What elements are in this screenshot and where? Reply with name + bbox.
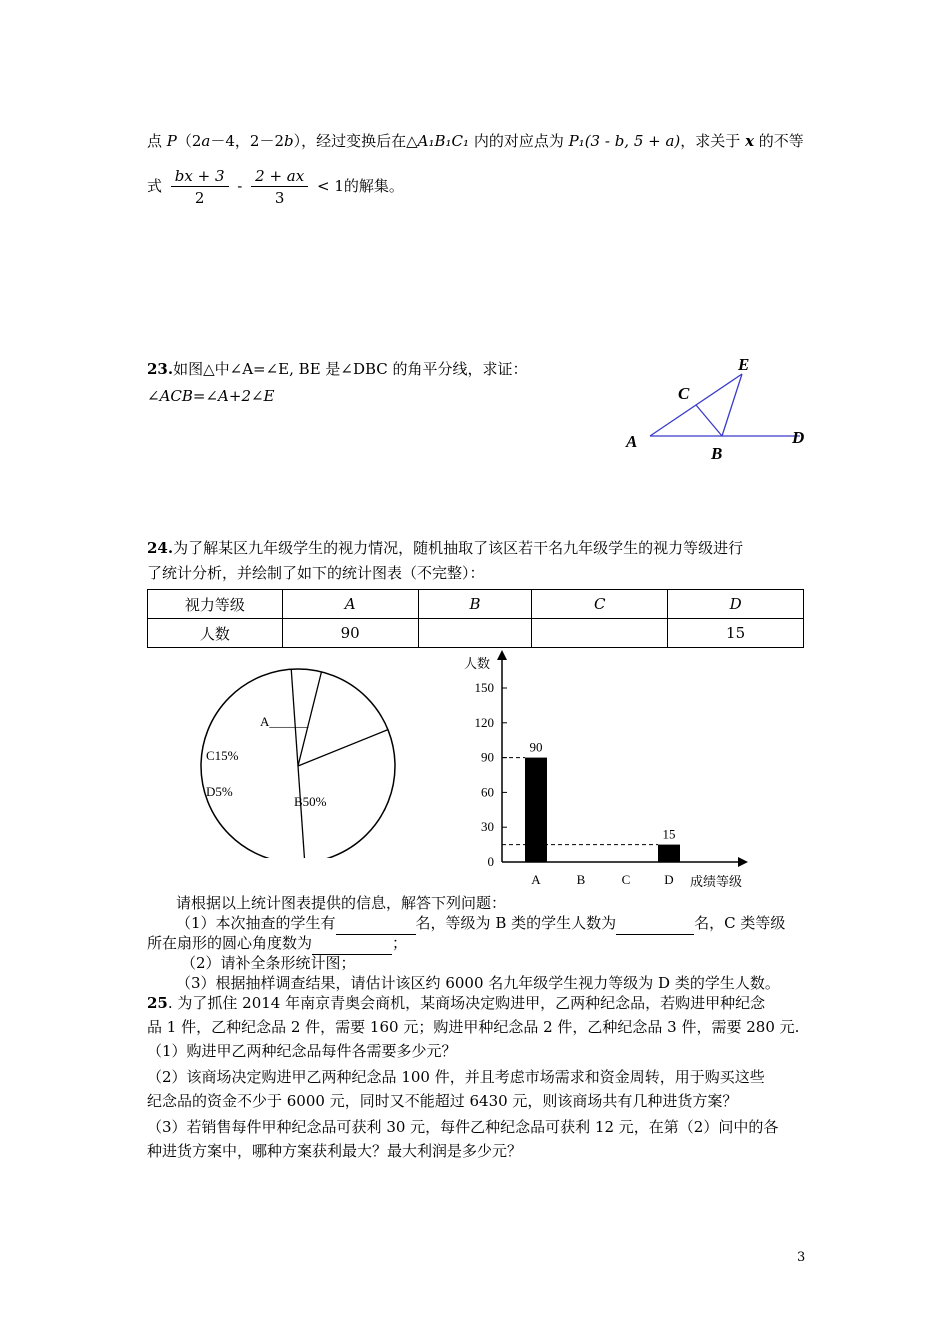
y-tick-label: 60 [481, 784, 494, 800]
vision-table [147, 589, 804, 648]
table-cell [418, 619, 532, 648]
table-cell [532, 619, 668, 648]
label-b: B [711, 444, 723, 463]
label-c: C [678, 384, 690, 403]
page-number: 3 [797, 1250, 806, 1265]
table-cell: A [282, 590, 418, 619]
table-cell: 15 [668, 619, 804, 648]
q24-line1: 24.为了解某区九年级学生的视力情况，随机抽取了该区若干名九年级学生的视力等级进行 [147, 539, 744, 557]
bar [525, 758, 547, 862]
triangle-label: A₁B₁C₁ [417, 132, 470, 150]
line-eb [722, 374, 742, 436]
q25-sub3b: 种进货方案中，哪种方案获利最大？最大利润是多少元？ [147, 1142, 523, 1160]
q23-line1: 23.如图△中∠A=∠E, BE 是∠DBC 的角平分线，求证： [147, 360, 528, 378]
answer-blank[interactable] [616, 912, 694, 935]
table-cell: 90 [282, 619, 418, 648]
y-axis-label: 人数 [464, 656, 491, 671]
bar [658, 845, 680, 862]
bar-chart [450, 648, 770, 894]
table-cell: C [532, 590, 668, 619]
q24-instructions: 请根据以上统计图表提供的信息，解答下列问题： [176, 894, 507, 912]
q25-sub1: （1）购进甲乙两种纪念品每件各需要多少元？ [147, 1042, 457, 1060]
x-tick-label: A [531, 872, 541, 887]
x-tick-label: C [621, 872, 631, 887]
table-row [148, 619, 804, 648]
pie-slice-boundary [298, 766, 305, 858]
y-tick-label: 90 [481, 749, 494, 765]
p1-expression: P₁(3 - b, 5 + a) [568, 132, 681, 150]
table-cell: D [668, 590, 804, 619]
y-tick-label: 0 [487, 854, 494, 869]
x-axis-arrow [738, 857, 748, 867]
q24-sub1-line1: （1）本次抽查的学生有 名，等级为 B 类的学生人数为 名，C 类等级 [176, 912, 785, 935]
x-tick-label: D [664, 872, 674, 887]
y-tick-label: 30 [481, 819, 494, 835]
q23-line2: ∠ACB=∠A+2∠E [147, 387, 275, 405]
fraction-1: $\frac{bx + 3}{2}$ [171, 166, 229, 209]
line-cb [696, 405, 722, 436]
pie-chart [196, 668, 406, 858]
q25-sub2b: 纪念品的资金不少于 6000 元，同时又不能超过 6430 元，则该商场共有几种进货方案？ [147, 1092, 738, 1110]
q25-line2: 品 1 件，乙种纪念品 2 件，需要 160 元；购进甲种纪念品 2 件，乙种纪念品 3 件，需要 280 元. [147, 1018, 800, 1036]
y-tick-label: 120 [474, 714, 494, 730]
label-e: E [738, 355, 750, 374]
table-row [148, 590, 804, 619]
pie-label: A______ [260, 714, 309, 729]
pie-label: D5% [206, 784, 233, 799]
x-tick-label: B [576, 872, 586, 887]
pie-label: B50% [294, 794, 327, 809]
q22-inequality: 式 $\frac{bx + 3}{2}$ - $\frac{2 + ax}{3}$ < 1的解集。 [147, 166, 404, 207]
q24-sub2: （2）请补全条形统计图； [181, 954, 356, 972]
q23-geometry-figure [620, 350, 820, 465]
table-cell: 人数 [148, 619, 283, 648]
table-cell: B [418, 590, 532, 619]
pie-slice-boundary [298, 730, 388, 766]
bar-data-label: 15 [662, 826, 676, 842]
label-d: D [792, 428, 805, 447]
y-tick-label: 150 [474, 680, 494, 695]
bar-data-label: 90 [529, 739, 543, 755]
q25-sub2a: （2）该商场决定购进甲乙两种纪念品 100 件，并且考虑市场需求和资金周转，用于购买这些 [147, 1068, 765, 1086]
q22-line1: 点 P（2a－4，2－2b），经过变换后在△A₁B₁C₁ 内的对应点为 P₁(3 - b, 5 + a)，求关于 x 的不等 [147, 132, 804, 150]
fraction-2: $\frac{2 + ax}{3}$ [251, 166, 308, 209]
pie-label: C15% [206, 748, 239, 763]
q24-line2: 了统计分析，并绘制了如下的统计图表（不完整）： [147, 564, 485, 582]
label-a: A [626, 432, 638, 451]
q24-sub1-line2: 所在扇形的圆心角度数为 ； [147, 932, 407, 955]
q25-line1: 25. 为了抓住 2014 年南京青奥会商机，某商场决定购进甲，乙两种纪念品，若购进甲种纪念 [147, 994, 766, 1012]
q25-sub3a: （3）若销售每件甲种纪念品可获利 30 元，每件乙种纪念品可获利 12 元，在第（2）问中的各 [147, 1118, 779, 1136]
table-cell: 视力等级 [148, 590, 283, 619]
x-axis-label: 成绩等级 [690, 874, 743, 889]
y-axis-arrow [497, 650, 507, 660]
q24-sub3: （3）根据抽样调查结果，请估计该区约 6000 名九年级学生视力等级为 D 类的学生人数。 [176, 974, 780, 992]
